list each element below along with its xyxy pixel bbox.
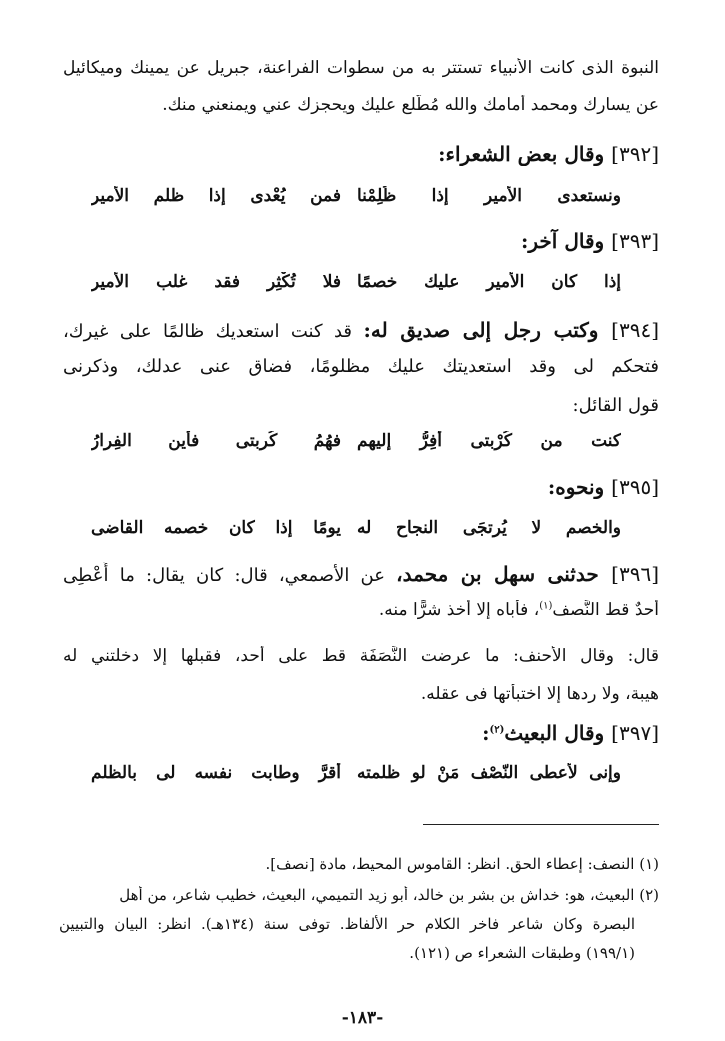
section-396-heading bbox=[396, 562, 659, 586]
section-number: [٣٩٥] bbox=[611, 475, 659, 499]
section-394-text: قد كنت استعديك ظالمًا على غيرك، bbox=[63, 321, 364, 342]
section-title: وقال البعيث bbox=[504, 721, 605, 745]
text-line-18: قال: وقال الأحنف: ما عرضت النَّصَفَة قط على أحد، فقبلها إلا دخلتني له bbox=[63, 646, 659, 666]
verse-5-first-hemistich: وإنى لأعطى النّصْف مَنْ لو ظلمته bbox=[357, 763, 621, 783]
verse-1-first-hemistich: ونستعدى الأمير إذا ظُلِمْنا bbox=[357, 186, 621, 206]
verse-4-second-hemistich: يومًا إذا كان خصمه القاضى bbox=[91, 518, 341, 538]
footnote-ref-1[interactable]: (١) bbox=[539, 600, 553, 612]
section-title: حدثنى سهل بن محمد، bbox=[396, 562, 599, 586]
text-line-19: هيبة، ولا ردها إلا اختبأتها فى عقله. bbox=[420, 684, 659, 704]
footnote-1: (١) النصف: إعطاء الحق. انظر: القاموس المحيط، مادة [نصف]. bbox=[265, 855, 659, 873]
section-title: ونحوه: bbox=[547, 475, 605, 499]
section-heading-393 bbox=[63, 229, 659, 253]
text-line-11: فتحكم لى وقد استعديتك عليك مظلومًا، فضاق عنى عدلك، وذكرنى bbox=[63, 356, 659, 377]
section-heading-395 bbox=[63, 475, 659, 499]
footnote-2: (٢) البعيث، هو: خداش بن بشر بن خالد، أبو زيد التميمي، البعيث، خطيب شاعر، من أهل bbox=[119, 886, 659, 904]
section-number: [٣٩٣] bbox=[611, 229, 659, 253]
footnote-ref-2[interactable]: (٢) bbox=[489, 724, 505, 736]
section-number: [٣٩٦] bbox=[611, 562, 659, 586]
verse-2-second-hemistich: فلا تُكْثِر فقد غلب الأمير bbox=[91, 272, 341, 292]
section-396-line-1 bbox=[63, 562, 659, 587]
heading-colon: : bbox=[482, 721, 490, 745]
section-number: [٣٩٧] bbox=[611, 721, 659, 745]
footnote-separator bbox=[423, 824, 659, 825]
section-396-text: عن الأصمعي، قال: كان يقال: ما أُعْطِى bbox=[63, 565, 397, 586]
text-line-2: عن يسارك ومحمد أمامك والله مُطَّلع عليك ويحجزك عني ويمنعني منك. bbox=[162, 95, 659, 115]
section-number: [٣٩٢] bbox=[611, 142, 659, 166]
footnote-2-continuation: البصرة وكان شاعر فاخر الكلام حر الألفاظ. توفى سنة (١٣٤هـ). انظر: البيان والتبيين bbox=[59, 915, 635, 933]
section-heading-392 bbox=[63, 142, 659, 166]
text-fragment: أحدٌ قط النَّصف bbox=[552, 600, 659, 620]
verse-2-first-hemistich: إذا كان الأمير عليك خصمًا bbox=[357, 272, 621, 292]
section-title: وكتب رجل إلى صديق له: bbox=[363, 318, 599, 342]
page-number: -١٨٣- bbox=[341, 1008, 384, 1028]
footnote-2-continuation: (١٩٩/١) وطبقات الشعراء ص (١٢١). bbox=[409, 944, 635, 962]
verse-1-second-hemistich: فمن يُعْدى إذا ظلم الأمير bbox=[91, 186, 341, 206]
text-line-12: قول القائل: bbox=[572, 395, 659, 416]
section-394-heading bbox=[363, 318, 659, 342]
section-number: [٣٩٤] bbox=[611, 318, 659, 342]
section-title: وقال آخر: bbox=[521, 229, 605, 253]
section-heading-397 bbox=[63, 721, 659, 745]
verse-3-second-hemistich: فهُمُ كُربتى فأين الفِرارُ bbox=[91, 431, 341, 451]
section-title: وقال بعض الشعراء: bbox=[438, 142, 605, 166]
verse-4-first-hemistich: والخصم لا يُرتجَى النجاح له bbox=[357, 518, 621, 538]
section-394-line-1 bbox=[63, 318, 659, 343]
text-line-17 bbox=[63, 600, 659, 620]
text-line-1: النبوة الذى كانت الأنبياء تستتر به من سطوات الفراعنة، جبريل عن يمينك وميكائيل bbox=[63, 58, 659, 78]
text-fragment: ، فأباه إلا أخذ شرًّا منه. bbox=[378, 600, 540, 620]
verse-3-first-hemistich: كنت من كُرْبتى أَفِرُّ إليهم bbox=[357, 431, 621, 451]
verse-5-second-hemistich: أقرَّ وطابت نفسه لى بالظلم bbox=[91, 763, 341, 783]
